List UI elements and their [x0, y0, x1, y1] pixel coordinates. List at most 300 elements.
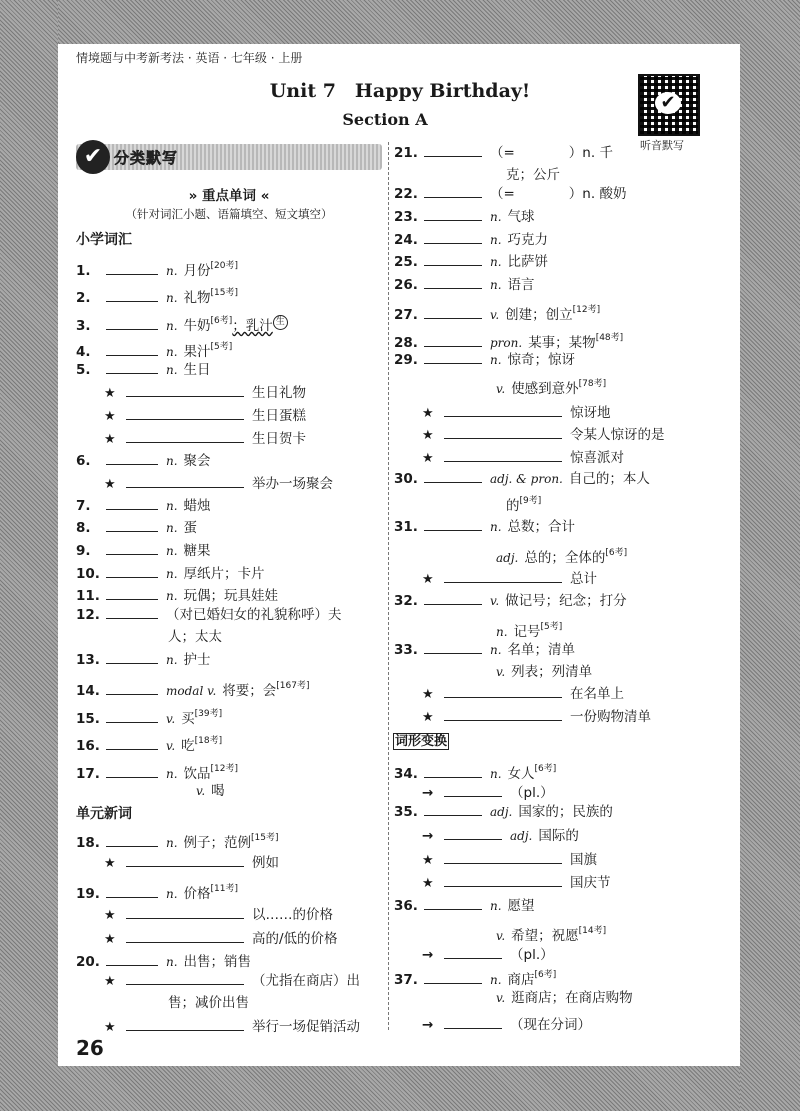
part-of-speech: n.: [490, 973, 502, 987]
meaning: 比萨饼: [507, 254, 549, 270]
answer-blank[interactable]: [126, 971, 244, 985]
exam-frequency: [18考]: [194, 736, 223, 746]
vocab-item: [76, 256, 238, 281]
arrow-icon: →: [422, 785, 434, 801]
meaning-line-2: 克；公斤: [506, 167, 560, 183]
exam-frequency: [11考]: [210, 884, 239, 894]
vocab-item: [76, 1017, 360, 1038]
vocab-item: [76, 311, 288, 336]
vocab-item: [76, 605, 342, 625]
item-number: 15.: [76, 711, 100, 727]
vocab-item: [394, 517, 575, 537]
answer-blank[interactable]: [106, 709, 158, 723]
item-number: 12.: [76, 607, 100, 623]
exam-frequency: [12考]: [572, 305, 601, 315]
star-icon: ★: [104, 1020, 116, 1035]
meaning: 喝: [211, 783, 225, 799]
vocab-item: [394, 640, 575, 660]
vocab-item: [394, 207, 535, 227]
vocab-item: [394, 662, 592, 682]
meaning: 礼物: [183, 290, 211, 306]
answer-blank[interactable]: [106, 316, 158, 330]
meaning: 使感到意外: [511, 381, 579, 397]
answer-blank[interactable]: [106, 833, 158, 847]
answer-blank[interactable]: [106, 884, 158, 898]
meaning: 牛奶: [183, 318, 211, 334]
vocab-item: [76, 929, 338, 950]
exam-frequency: [48考]: [595, 333, 624, 343]
vocab-item: [394, 965, 556, 990]
exam-frequency: [6考]: [210, 316, 233, 326]
item-number: 14.: [76, 683, 100, 699]
answer-blank[interactable]: [126, 853, 244, 867]
vocab-item: [394, 684, 624, 705]
meaning: 商店: [507, 972, 535, 988]
vocab-item: [394, 988, 633, 1008]
part-of-speech: n.: [166, 653, 178, 667]
answer-blank[interactable]: [424, 896, 482, 910]
vocab-item: [394, 569, 597, 590]
arrow-icon: →: [422, 947, 434, 963]
answer-blank[interactable]: [106, 451, 158, 465]
group-primary-vocab: 小学词汇: [76, 232, 132, 248]
checkmark-badge-icon: ✔: [76, 140, 110, 174]
item-number: 27.: [394, 307, 418, 323]
vocab-item: [76, 952, 251, 972]
part-of-speech: n.: [166, 589, 178, 603]
vocab-item: [394, 252, 548, 272]
book-header: 情境题与中考新考法 · 英语 · 七年级 · 上册: [76, 51, 303, 65]
answer-blank[interactable]: [424, 350, 482, 364]
vocab-item: [76, 541, 211, 561]
vocab-item: [394, 783, 554, 803]
meaning: 记号: [513, 624, 541, 640]
meaning: 总的；全体的: [524, 550, 606, 566]
part-of-speech: v.: [490, 308, 500, 322]
part-of-speech: adj.: [490, 805, 513, 819]
answer-blank[interactable]: [106, 650, 158, 664]
exam-frequency: [5考]: [540, 622, 563, 632]
item-number: 18.: [76, 835, 100, 851]
part-of-speech: pron.: [490, 336, 523, 350]
meaning: 创建；创立: [505, 307, 573, 323]
meaning: 出售；销售: [183, 954, 252, 970]
answer-blank[interactable]: [126, 429, 244, 443]
star-icon: ★: [422, 710, 434, 725]
vocab-item: [76, 704, 222, 729]
item-number: 35.: [394, 804, 418, 820]
exam-frequency: [6考]: [534, 764, 557, 774]
item-number: 4.: [76, 344, 91, 360]
part-of-speech: n.: [166, 319, 178, 333]
answer-blank[interactable]: [444, 826, 502, 840]
vocab-item: [394, 591, 627, 611]
vocab-item: [394, 896, 535, 916]
answer-blank[interactable]: [444, 448, 562, 462]
answer-blank[interactable]: [424, 230, 482, 244]
exam-frequency: [5考]: [210, 342, 233, 352]
scan-border-bottom: [0, 1066, 800, 1111]
part-of-speech: modal v.: [166, 684, 217, 698]
vocab-item: [76, 283, 238, 308]
answer-blank[interactable]: [106, 288, 158, 302]
meaning: （对已婚妇女的礼貌称呼）夫: [166, 607, 342, 623]
meaning: 生日贺卡: [252, 431, 306, 447]
answer-blank[interactable]: [444, 425, 562, 439]
meaning: 巧克力: [507, 232, 549, 248]
item-number: 2.: [76, 290, 91, 306]
scan-border-top: [0, 0, 800, 44]
meaning: 一份购物清单: [570, 709, 651, 725]
star-icon: ★: [422, 687, 434, 702]
vocab-note: （针对词汇小题、语篇填空、短文填空）: [125, 207, 333, 221]
item-number: 21.: [394, 145, 418, 161]
exam-frequency: [39考]: [194, 709, 223, 719]
part-of-speech: n.: [490, 233, 502, 247]
meaning: （pl.）: [510, 947, 554, 963]
vocab-item: [76, 853, 279, 874]
answer-blank[interactable]: [424, 469, 482, 483]
item-number: 29.: [394, 352, 418, 368]
meaning: 惊喜派对: [570, 450, 624, 466]
vocab-item: [394, 707, 651, 728]
meaning-line-2: 的: [506, 498, 520, 514]
vocab-item: [394, 350, 575, 370]
meaning: 高的/低的价格: [252, 931, 338, 947]
answer-blank[interactable]: [106, 496, 158, 510]
vocab-item: [394, 802, 613, 822]
item-number: 26.: [394, 277, 418, 293]
answer-blank[interactable]: [444, 1015, 502, 1029]
item-number: 11.: [76, 588, 100, 604]
part-of-speech: n.: [166, 345, 178, 359]
part-of-speech: n.: [496, 625, 508, 639]
vocab-item: [76, 496, 211, 516]
star-icon: ★: [104, 386, 116, 401]
meaning: 糖果: [183, 543, 211, 559]
vocab-item: [394, 759, 556, 784]
item-number: 32.: [394, 593, 418, 609]
part-of-speech: adj.: [510, 829, 533, 843]
answer-blank[interactable]: [126, 929, 244, 943]
answer-blank[interactable]: [106, 681, 158, 695]
meaning: 总计: [570, 571, 597, 587]
part-of-speech: n.: [166, 544, 178, 558]
item-number: 30.: [394, 471, 418, 487]
meaning: 国际的: [538, 828, 579, 844]
meaning: 吃: [181, 738, 195, 754]
answer-blank[interactable]: [424, 802, 482, 816]
answer-blank[interactable]: [424, 275, 482, 289]
exam-frequency: [6考]: [534, 970, 557, 980]
part-of-speech: n.: [166, 955, 178, 969]
answer-blank[interactable]: [106, 736, 158, 750]
part-of-speech: v.: [166, 739, 176, 753]
vocab-item: [76, 474, 333, 495]
exam-frequency: [20考]: [210, 261, 239, 271]
item-number: 5.: [76, 362, 91, 378]
vocab-item: [394, 1015, 591, 1035]
meaning: 女人: [507, 766, 535, 782]
meaning: 果汁: [183, 344, 211, 360]
star-icon: ★: [422, 406, 434, 421]
meaning: 生日礼物: [252, 385, 306, 401]
meaning: 生日: [183, 362, 211, 378]
part-of-speech: adj.: [496, 551, 519, 565]
item-number: 16.: [76, 738, 100, 754]
exam-frequency: [15考]: [251, 833, 279, 843]
meaning: 国旗: [570, 852, 597, 868]
meaning: 做记号；纪念；打分: [505, 593, 627, 609]
answer-blank[interactable]: [444, 569, 562, 583]
item-number: 36.: [394, 898, 418, 914]
vocab-item: [76, 406, 306, 427]
item-number: 33.: [394, 642, 418, 658]
meaning: 月份: [183, 263, 211, 279]
meaning: 玩偶；玩具娃娃: [183, 588, 279, 604]
answer-blank[interactable]: [106, 342, 158, 356]
meaning-continued: [168, 993, 249, 1013]
qr-caption: 听音默写: [640, 139, 684, 152]
item-number: 9.: [76, 543, 91, 559]
vocab-item: [76, 360, 211, 380]
meaning: 令某人惊讶的是: [570, 427, 665, 443]
item-number: 31.: [394, 519, 418, 535]
answer-blank[interactable]: [424, 640, 482, 654]
meaning: 厚纸片；卡片: [183, 566, 265, 582]
answer-blank[interactable]: [106, 952, 158, 966]
circled-mark: 生: [273, 315, 288, 330]
meaning: （= ）n. 千: [490, 145, 613, 161]
answer-blank[interactable]: [444, 783, 502, 797]
part-of-speech: n.: [490, 255, 502, 269]
meaning: 希望；祝愿: [511, 928, 579, 944]
answer-blank[interactable]: [126, 474, 244, 488]
answer-blank[interactable]: [424, 305, 482, 319]
meaning: （pl.）: [510, 785, 554, 801]
part-of-speech: n.: [490, 767, 502, 781]
answer-blank[interactable]: [424, 333, 482, 347]
meaning: 惊讶地: [570, 405, 611, 421]
answer-blank[interactable]: [424, 143, 482, 157]
star-icon: ★: [104, 856, 116, 871]
meaning: （= ）n. 酸奶: [490, 186, 627, 202]
star-icon: ★: [104, 432, 116, 447]
answer-blank[interactable]: [106, 564, 158, 578]
answer-blank[interactable]: [126, 1017, 244, 1031]
star-icon: ★: [422, 853, 434, 868]
star-icon: ★: [104, 409, 116, 424]
meaning: 语言: [507, 277, 535, 293]
part-of-speech: v.: [490, 594, 500, 608]
answer-blank[interactable]: [106, 586, 158, 600]
answer-blank[interactable]: [444, 873, 562, 887]
answer-blank[interactable]: [444, 945, 502, 959]
meaning: 价格: [183, 886, 211, 902]
exam-frequency: [167考]: [276, 681, 310, 691]
meaning: 愿望: [507, 898, 535, 914]
meaning: 气球: [507, 209, 535, 225]
vocab-item: [394, 617, 562, 642]
meaning: 以……的价格: [252, 907, 333, 923]
meaning-line-2: 人；太太: [168, 629, 222, 645]
page-number: 26: [76, 1036, 104, 1060]
exam-frequency: [15考]: [210, 288, 239, 298]
vocab-item: [76, 451, 211, 471]
answer-blank[interactable]: [444, 850, 562, 864]
answer-blank[interactable]: [424, 207, 482, 221]
vocab-item: [394, 300, 600, 325]
vocab-item: [394, 873, 611, 894]
item-number: 13.: [76, 652, 100, 668]
group-unit-vocab: 单元新词: [76, 806, 132, 822]
answer-blank[interactable]: [106, 605, 158, 619]
vocab-item: [394, 469, 650, 489]
meaning: 某事；某物: [528, 335, 596, 351]
part-of-speech: n.: [166, 887, 178, 901]
meaning-continued: [506, 165, 560, 185]
meaning: 蜡烛: [183, 498, 211, 514]
banner-title: 分类默写: [114, 149, 179, 167]
exam-frequency: [6考]: [605, 548, 628, 558]
star-icon: ★: [422, 876, 434, 891]
answer-blank[interactable]: [424, 591, 482, 605]
part-of-speech: n.: [166, 767, 178, 781]
star-icon: ★: [104, 974, 116, 989]
meaning: 例子；范例: [183, 835, 252, 851]
check-icon: ✔: [655, 92, 681, 114]
vocab-item: [76, 731, 222, 756]
vocab-item: [76, 781, 225, 801]
meaning: 例如: [252, 855, 279, 871]
part-of-speech: v.: [496, 929, 506, 943]
vocab-item: [76, 879, 238, 904]
vocab-item: [394, 403, 611, 424]
part-of-speech: n.: [166, 264, 178, 278]
meaning: 名单；清单: [507, 642, 576, 658]
star-icon: ★: [422, 572, 434, 587]
vocab-item: [394, 826, 579, 846]
star-icon: ★: [104, 477, 116, 492]
vocab-item: [76, 337, 232, 362]
answer-blank[interactable]: [424, 184, 482, 198]
unit-title: Unit 7 Happy Birthday!: [269, 80, 531, 102]
meaning-continued: [168, 627, 222, 647]
vocab-item: [394, 275, 535, 295]
answer-blank[interactable]: [424, 252, 482, 266]
meaning: 国庆节: [570, 875, 611, 891]
part-of-speech: n.: [166, 363, 178, 377]
part-of-speech: n.: [490, 643, 502, 657]
item-number: 7.: [76, 498, 91, 514]
part-of-speech: n.: [490, 278, 502, 292]
item-number: 8.: [76, 520, 91, 536]
vocab-item: [76, 564, 265, 584]
item-number: 24.: [394, 232, 418, 248]
item-number: 3.: [76, 318, 91, 334]
meaning: 列表；列清单: [511, 664, 593, 680]
part-of-speech: n.: [166, 567, 178, 581]
meaning: 举办一场聚会: [252, 476, 333, 492]
item-number: 37.: [394, 972, 418, 988]
arrow-icon: →: [422, 1017, 434, 1033]
meaning-continued: [506, 491, 541, 516]
item-number: 23.: [394, 209, 418, 225]
meaning: 国家的；民族的: [518, 804, 613, 820]
part-of-speech: v.: [496, 665, 506, 679]
vocab-item: [76, 586, 278, 606]
vocab-item: [76, 676, 309, 701]
column-divider: [388, 142, 389, 1030]
meaning: 逛商店；在商店购物: [511, 990, 633, 1006]
exam-frequency: [12考]: [210, 764, 239, 774]
item-number: 28.: [394, 335, 418, 351]
meaning: 饮品: [183, 766, 211, 782]
exam-frequency: [14考]: [578, 926, 607, 936]
meaning: 将要；会: [222, 683, 277, 699]
vocab-item: [76, 828, 279, 853]
part-of-speech: n.: [166, 454, 178, 468]
item-number: 25.: [394, 254, 418, 270]
answer-blank[interactable]: [106, 541, 158, 555]
part-of-speech: n.: [166, 521, 178, 535]
item-number: 20.: [76, 954, 100, 970]
scan-border-right: [740, 0, 800, 1111]
part-of-speech: n.: [166, 836, 178, 850]
vocab-item: [76, 429, 306, 450]
answer-blank[interactable]: [126, 406, 244, 420]
answer-blank[interactable]: [424, 970, 482, 984]
vocab-item: [394, 425, 665, 446]
meaning: （现在分词）: [510, 1017, 591, 1033]
star-icon: ★: [422, 428, 434, 443]
answer-blank[interactable]: [444, 684, 562, 698]
part-of-speech: v.: [496, 991, 506, 1005]
vocab-item: [76, 383, 306, 404]
answer-blank[interactable]: [444, 403, 562, 417]
meaning: 护士: [183, 652, 211, 668]
item-number: 22.: [394, 186, 418, 202]
meaning: 买: [181, 711, 195, 727]
meaning: 在名单上: [570, 686, 624, 702]
answer-blank[interactable]: [106, 518, 158, 532]
star-icon: ★: [104, 908, 116, 923]
part-of-speech: n.: [490, 899, 502, 913]
part-of-speech: v.: [496, 382, 506, 396]
vocab-item: [394, 921, 606, 946]
answer-blank[interactable]: [106, 360, 158, 374]
star-icon: ★: [422, 451, 434, 466]
vocab-item: [76, 971, 360, 992]
answer-blank[interactable]: [126, 905, 244, 919]
item-number: 19.: [76, 886, 100, 902]
word-transform-label: 词形变换: [395, 734, 448, 749]
part-of-speech: v.: [166, 712, 176, 726]
answer-blank[interactable]: [424, 764, 482, 778]
part-of-speech: n.: [166, 499, 178, 513]
answer-blank[interactable]: [424, 517, 482, 531]
vocab-item: [394, 945, 554, 965]
answer-blank[interactable]: [126, 383, 244, 397]
exam-frequency: [9考]: [519, 496, 542, 506]
vocab-item: [76, 905, 333, 926]
vocab-item: [394, 374, 606, 399]
answer-blank[interactable]: [444, 707, 562, 721]
section-title: Section A: [342, 110, 428, 129]
answer-blank[interactable]: [106, 764, 158, 778]
answer-blank[interactable]: [106, 261, 158, 275]
meaning: 蛋: [183, 520, 198, 536]
